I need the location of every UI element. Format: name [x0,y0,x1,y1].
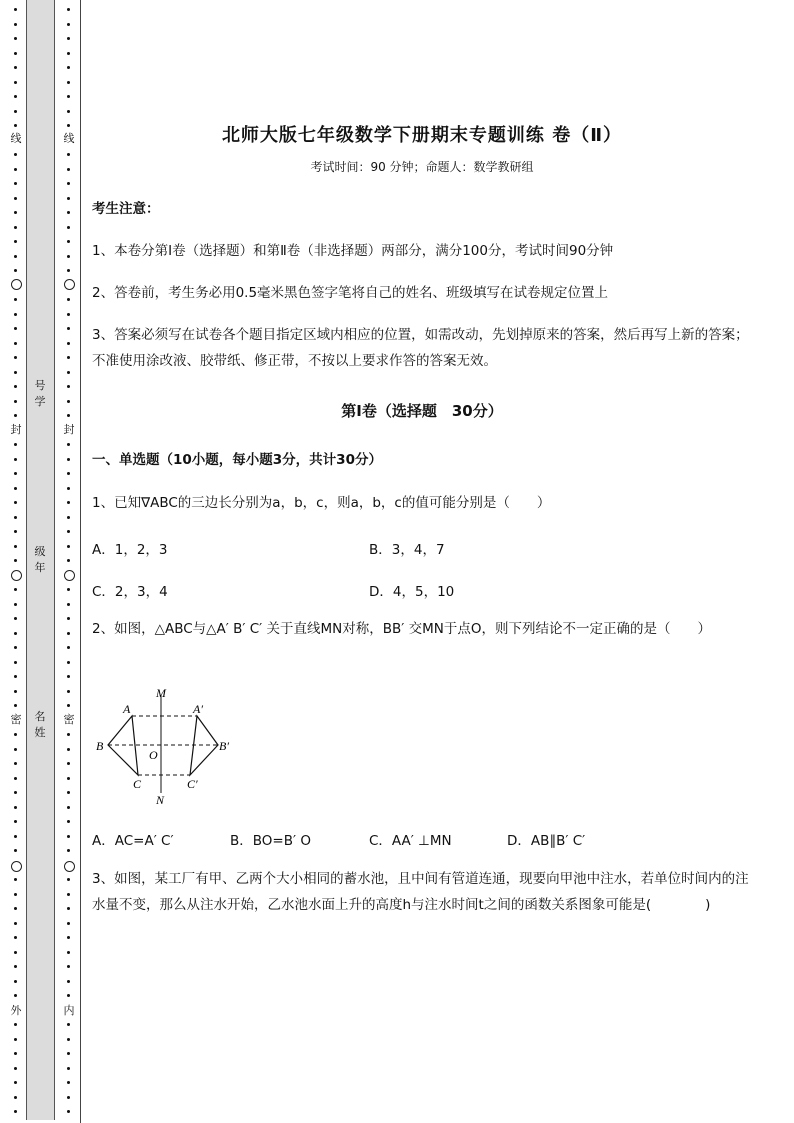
margin-dot [14,342,17,345]
margin-dot [67,443,70,446]
margin-dot [14,211,17,214]
margin-dot [14,1038,17,1041]
margin-dot [67,255,70,258]
exam-subtitle: 考试时间：90 分钟；命题人：数学教研组 [310,160,534,174]
margin-dot [14,371,17,374]
margin-dot [14,168,17,171]
question-1-option-c: C．2，3，4 [92,584,168,600]
margin-dot [14,66,17,69]
part-one-title: 第Ⅰ卷（选择题 30分） [341,402,503,420]
margin-dot [14,603,17,606]
notice-item-3: 3、答案必须写在试卷各个题目指定区域内相应的位置，如需改动，先划掉原来的答案，然后再写上新的答案；不准使用涂改液、胶带纸、修正带，不按以上要求作答的答案无效。 [92,327,749,369]
margin-dot [67,269,70,272]
margin-dot [14,632,17,635]
margin-dot [14,23,17,26]
margin-dot [67,748,70,751]
label-m: M [156,686,166,700]
inner-mark-inside: 内 [63,1004,75,1017]
margin-dot [67,516,70,519]
label-a-prime: A′ [193,702,203,716]
margin-dot [67,849,70,852]
margin-dot [14,835,17,838]
field-label-grade: 级年 [34,545,46,574]
margin-dot [14,1052,17,1055]
margin-dot [14,1110,17,1113]
margin-dot [67,704,70,707]
margin-dot [67,95,70,98]
margin-dot [14,762,17,765]
outer-mark-secret: 密 [10,713,22,726]
margin-dot [67,545,70,548]
margin-dot [67,661,70,664]
margin-dot [67,66,70,69]
margin-dot [14,545,17,548]
margin-dot [14,182,17,185]
margin-dot [67,690,70,693]
margin-dot [67,298,70,301]
field-label-name: 名姓 [34,710,46,739]
margin-dot [14,951,17,954]
question-2-stem: 2、如图，△ABC与△A′ B′ C′ 关于直线MN对称，BB′ 交MN于点O，则下列结论不一定正确的是（ ） [92,621,712,637]
margin-dot [67,994,70,997]
margin-dot [14,1096,17,1099]
margin-dot [14,414,17,417]
margin-dot [14,95,17,98]
margin-dot [14,269,17,272]
outer-circle-3 [11,861,22,872]
margin-dot [67,8,70,11]
margin-dot [67,733,70,736]
margin-dot [14,661,17,664]
section-heading: 一、单选题（10小题，每小题3分，共计30分） [92,452,382,468]
margin-dot [67,878,70,881]
margin-dot [14,487,17,490]
margin-dot [67,965,70,968]
notice-item-1: 1、本卷分第Ⅰ卷（选择题）和第Ⅱ卷（非选择题）两部分，满分100分，考试时间90分钟 [92,243,614,259]
question-1-option-b: B．3，4，7 [369,542,445,558]
margin-dot [14,197,17,200]
margin-dot [67,603,70,606]
inner-dot-column [63,0,75,1123]
margin-dot [67,81,70,84]
margin-dot [67,791,70,794]
margin-dot [14,806,17,809]
margin-dot [14,385,17,388]
notice-item-2: 2、答卷前，考生务必用0.5毫米黑色签字笔将自己的姓名、班级填写在试卷规定位置上 [92,285,609,301]
margin-dot [14,936,17,939]
inner-mark-seal: 封 [63,423,75,436]
margin-dot [67,182,70,185]
margin-dot [67,110,70,113]
question-1-option-a: A．1，2，3 [92,542,168,558]
question-2-option-c: C．AA′ ⊥MN [369,833,452,849]
margin-dot [14,313,17,316]
margin-dot [67,1038,70,1041]
inner-circle-3 [64,861,75,872]
outer-circle-2 [11,570,22,581]
margin-dot [67,806,70,809]
margin-dot [14,472,17,475]
margin-dot [14,81,17,84]
margin-dot [67,777,70,780]
margin-dot [14,559,17,562]
question-2-option-a: A．AC=A′ C′ [92,833,174,849]
margin-dot [67,400,70,403]
margin-dot [14,980,17,983]
margin-dot [14,777,17,780]
margin-dot [14,791,17,794]
margin-dot [67,1052,70,1055]
margin-dot [14,907,17,910]
margin-dot [67,632,70,635]
margin-dot [14,878,17,881]
margin-dot [67,762,70,765]
margin-dot [67,588,70,591]
margin-dot [67,646,70,649]
margin-dot [67,617,70,620]
margin-dot [14,327,17,330]
margin-dot [67,472,70,475]
margin-dot [14,965,17,968]
label-a: A [123,702,131,716]
margin-dot [67,356,70,359]
margin-dot [67,835,70,838]
margin-dot [14,110,17,113]
label-b-prime: B′ [219,739,229,753]
margin-dot [67,168,70,171]
margin-rule [80,0,81,1123]
question-2-option-b: B．BO=B′ O [230,833,311,849]
margin-dot [14,893,17,896]
margin-dot [67,197,70,200]
margin-dot [67,1096,70,1099]
margin-dot [67,226,70,229]
margin-dot [14,922,17,925]
margin-dot [67,675,70,678]
label-n: N [156,793,165,807]
margin-dot [67,1067,70,1070]
margin-dot [67,559,70,562]
margin-dot [14,501,17,504]
margin-dot [67,980,70,983]
margin-dot [14,400,17,403]
margin-dot [14,298,17,301]
margin-dot [14,690,17,693]
margin-dot [14,588,17,591]
question-1-stem: 1、已知∇ABC的三边长分别为a，b，c，则a，b，c的值可能分别是（ ） [92,495,551,511]
margin-dot [14,820,17,823]
margin-dot [14,1067,17,1070]
question-2-symmetry-figure [92,683,242,808]
margin-dot [14,240,17,243]
margin-dot [67,530,70,533]
outer-circle-1 [11,279,22,290]
margin-dot [67,124,70,127]
margin-dot [67,313,70,316]
outer-mark-outside: 外 [10,1004,22,1017]
margin-dot [67,936,70,939]
margin-dot [14,646,17,649]
margin-dot [14,153,17,156]
margin-dot [67,1023,70,1026]
inner-mark-line: 线 [63,132,75,145]
margin-dot [67,52,70,55]
outer-mark-seal: 封 [10,423,22,436]
field-label-student-number: 号学 [34,379,46,408]
margin-dot [14,849,17,852]
margin-dot [67,907,70,910]
margin-dot [14,994,17,997]
margin-dot [67,385,70,388]
margin-dot [67,487,70,490]
margin-dot [14,37,17,40]
notice-heading: 考生注意： [92,201,160,217]
label-c-prime: C′ [187,777,198,791]
margin-dot [67,1110,70,1113]
label-b: B [96,739,104,753]
outer-dot-column [10,0,22,1123]
margin-dot [67,501,70,504]
margin-dot [67,951,70,954]
margin-dot [67,414,70,417]
margin-dot [67,922,70,925]
margin-dot [67,1081,70,1084]
margin-dot [14,356,17,359]
margin-dot [67,820,70,823]
margin-dot [14,226,17,229]
margin-dot [14,52,17,55]
margin-dot [67,327,70,330]
margin-dot [67,240,70,243]
margin-dot [14,1023,17,1026]
margin-dot [67,371,70,374]
margin-dot [14,748,17,751]
margin-dot [14,255,17,258]
margin-dot [14,733,17,736]
inner-circle-1 [64,279,75,290]
margin-dot [14,124,17,127]
margin-dot [14,617,17,620]
binding-margin [0,0,82,1123]
margin-dot [14,530,17,533]
margin-dot [67,23,70,26]
outer-mark-line: 线 [10,132,22,145]
question-2-option-d: D．AB∥B′ C′ [507,833,586,849]
label-c: C [133,777,142,791]
margin-dot [67,458,70,461]
question-3-stem: 3、如图，某工厂有甲、乙两个大小相同的蓄水池，且中间有管道连通，现要向甲池中注水，若单位时间内的注水量不变，那么从注水开始，乙水池水面上升的高度h与注水时间t之间的函数关系图象可能是( ) [92,871,749,913]
margin-dot [14,675,17,678]
margin-dot [67,211,70,214]
label-o: O [149,748,158,762]
exam-title: 北师大版七年级数学下册期末专题训练 卷（Ⅱ） [221,125,623,146]
margin-dot [67,342,70,345]
question-1-option-d: D．4，5，10 [369,584,455,600]
margin-dot [67,37,70,40]
margin-dot [67,153,70,156]
inner-mark-secret: 密 [63,713,75,726]
margin-dot [14,443,17,446]
inner-circle-2 [64,570,75,581]
margin-dot [67,893,70,896]
margin-dot [14,516,17,519]
margin-dot [14,1081,17,1084]
margin-dot [14,704,17,707]
margin-dot [14,458,17,461]
margin-dot [14,8,17,11]
